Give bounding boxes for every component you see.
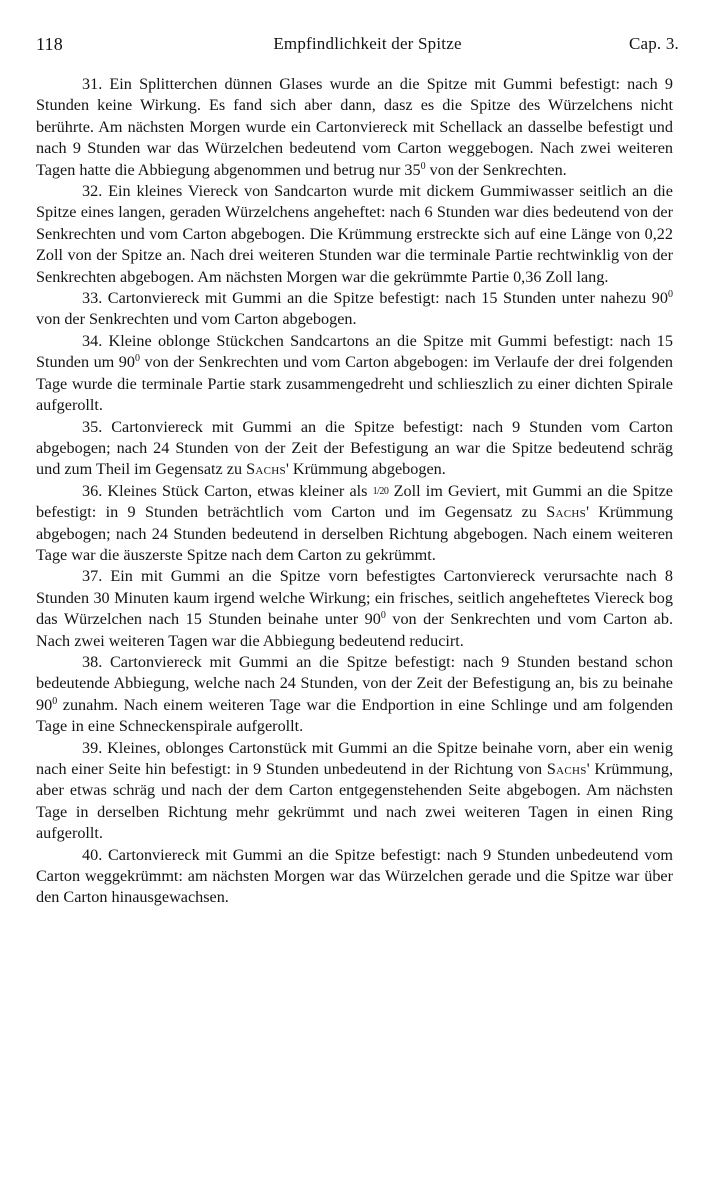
paragraph-39	[36, 738, 673, 845]
paragraph-text: von der Senkrechten und vom Carton ab. Nach zwei weiteren Tagen war die Abbiegung bedeutend reducirt.	[36, 610, 673, 650]
running-header	[36, 34, 679, 60]
paragraph-36	[36, 481, 673, 567]
paragraph-text: Zoll im Geviert, mit Gummi an die Spitze befestigt: in 9 Stunden beträchtlich vom Carton und im Gegensatz zu	[36, 481, 673, 522]
paragraph-text: 35. Cartonviereck mit Gummi an die Spitze befestigt: nach 9 Stunden vom Carton abgebogen; nach 24 Stunden von der Zeit der Befestigung an war die Spitze bedeutend schräg und zum Theil im Gegensatz zu	[36, 417, 673, 479]
paragraph-text: 31. Ein Splitterchen dünnen Glases wurde an die Spitze mit Gummi befestigt: nach 9 Stunden keine Wirkung. Es fand sich aber dann, dasz es die Spitze des Würzelchens nicht berührte. Am nächsten Morgen wurde ein Cartonviereck mit Schellack an dasselbe befestigt und nach 9 Stunden war das Würzelchen bedeutend vom Carton weggebogen. Nach zwei weiteren Tagen hatte die Abbiegung abgenommen und betrug nur 35	[36, 75, 673, 179]
degree-mark: 0	[668, 289, 673, 301]
author-name: Sachs	[546, 760, 587, 778]
paragraph-40	[36, 845, 673, 909]
paragraph-35	[36, 417, 673, 481]
paragraph-text: ' Krümmung abgebogen; nach 24 Stunden bedeutend in derselben Richtung abgebogen. Nach einem weiteren Tage war die äuszerste Spitze nach dem Carton zu gekrümmt.	[36, 503, 673, 564]
paragraph-text: zunahm. Nach einem weiteren Tage war die Endportion in eine Schlinge und am folgenden Tage in eine Schneckenspirale aufgerollt.	[36, 695, 673, 736]
paragraph-32	[36, 181, 673, 288]
paragraph-text: 37. Ein mit Gummi an die Spitze vorn befestigtes Cartonviereck verursachte nach 8 Stunden 30 Minuten kaum irgend welche Wirkung; ein frisches, seitlich angeheftetes Viereck bog das Würzelchen nach 15 Stunden beinahe unter 90	[36, 567, 673, 629]
paragraph-text: 33. Cartonviereck mit Gummi an die Spitze befestigt: nach 15 Stunden unter nahezu 90	[82, 289, 668, 308]
paragraph-text: von der Senkrechten und vom Carton abgebogen.	[36, 310, 357, 329]
paragraph-text: 32. Ein kleines Viereck von Sandcarton wurde mit dickem Gummiwasser seitlich an die Spitze eines langen, geraden Würzelchens angeheftet: nach 6 Stunden war dies bedeutend von der Senkrechten und vom Carton abgebogen. Die Krümmung erstreckte sich auf eine Länge von 0,22 Zoll von der Spitze an. Nach drei weiteren Stunden war die terminale Partie rechtwinklig von der Senkrechten abgebogen. Am nächsten Morgen war die gekrümmte Partie 0,36 Zoll lang.	[36, 182, 673, 286]
paragraph-text: ' Krümmung abgebogen.	[285, 460, 446, 479]
paragraph-text: von der Senkrechten.	[425, 160, 567, 179]
running-title: Empfindlichkeit der Spitze	[273, 34, 462, 53]
chapter-label: Cap. 3.	[628, 34, 679, 53]
paragraph-text: 36. Kleines Stück Carton, etwas kleiner als	[82, 481, 373, 500]
paragraph-text: 38. Cartonviereck mit Gummi an die Spitze befestigt: nach 9 Stunden bestand schon bedeutende Abbiegung, welche nach 24 Stunden, von der Zeit der Befestigung an, bis zu beinahe 90	[36, 652, 673, 714]
degree-mark: 0	[134, 353, 140, 365]
degree-mark: 0	[420, 160, 426, 172]
paragraph-text: ' Krümmung, aber etwas schräg und nach der dem Carton entgegenstehenden Seite abgebogen. Am nächsten Tage in derselben Richtung mehr gekrümmt und nach zwei weiteren Tagen in einen Ring aufgerollt.	[36, 760, 674, 843]
author-name: Sachs	[246, 460, 286, 479]
fraction: 1/20	[372, 485, 389, 497]
paragraph-text: 34. Kleine oblonge Stückchen Sandcartons an die Spitze mit Gummi befestigt: nach 15 Stunden um 90	[36, 331, 673, 372]
paragraph-text: 39. Kleines, oblonges Cartonstück mit Gummi an die Spitze beinahe vorn, aber ein wenig nach einer Seite hin befestigt: in 9 Stunden unbedeutend in der Richtung von	[36, 738, 673, 778]
paragraph-38	[36, 652, 673, 738]
paragraph-31	[36, 74, 673, 181]
degree-mark: 0	[52, 695, 58, 707]
paragraph-37	[36, 566, 673, 652]
paragraph-text: von der Senkrechten und vom Carton abgebogen: im Verlaufe der drei folgenden Tage wurde die terminale Partie stark zusammengedreht und schlieszlich zu einer dichten Spirale aufgerollt.	[36, 353, 673, 415]
paragraph-text: 40. Cartonviereck mit Gummi an die Spitze befestigt: nach 9 Stunden unbedeutend vom Carton weggekrümmt: am nächsten Morgen war das Würzelchen gerade und die Spitze war über den Carton hinausgewachsen.	[36, 845, 673, 907]
page-number: 118	[36, 34, 63, 54]
paragraph-34	[36, 331, 673, 417]
paragraph-33	[36, 288, 673, 331]
author-name: Sachs	[546, 503, 587, 522]
degree-mark: 0	[380, 610, 386, 622]
page-body	[36, 74, 673, 909]
